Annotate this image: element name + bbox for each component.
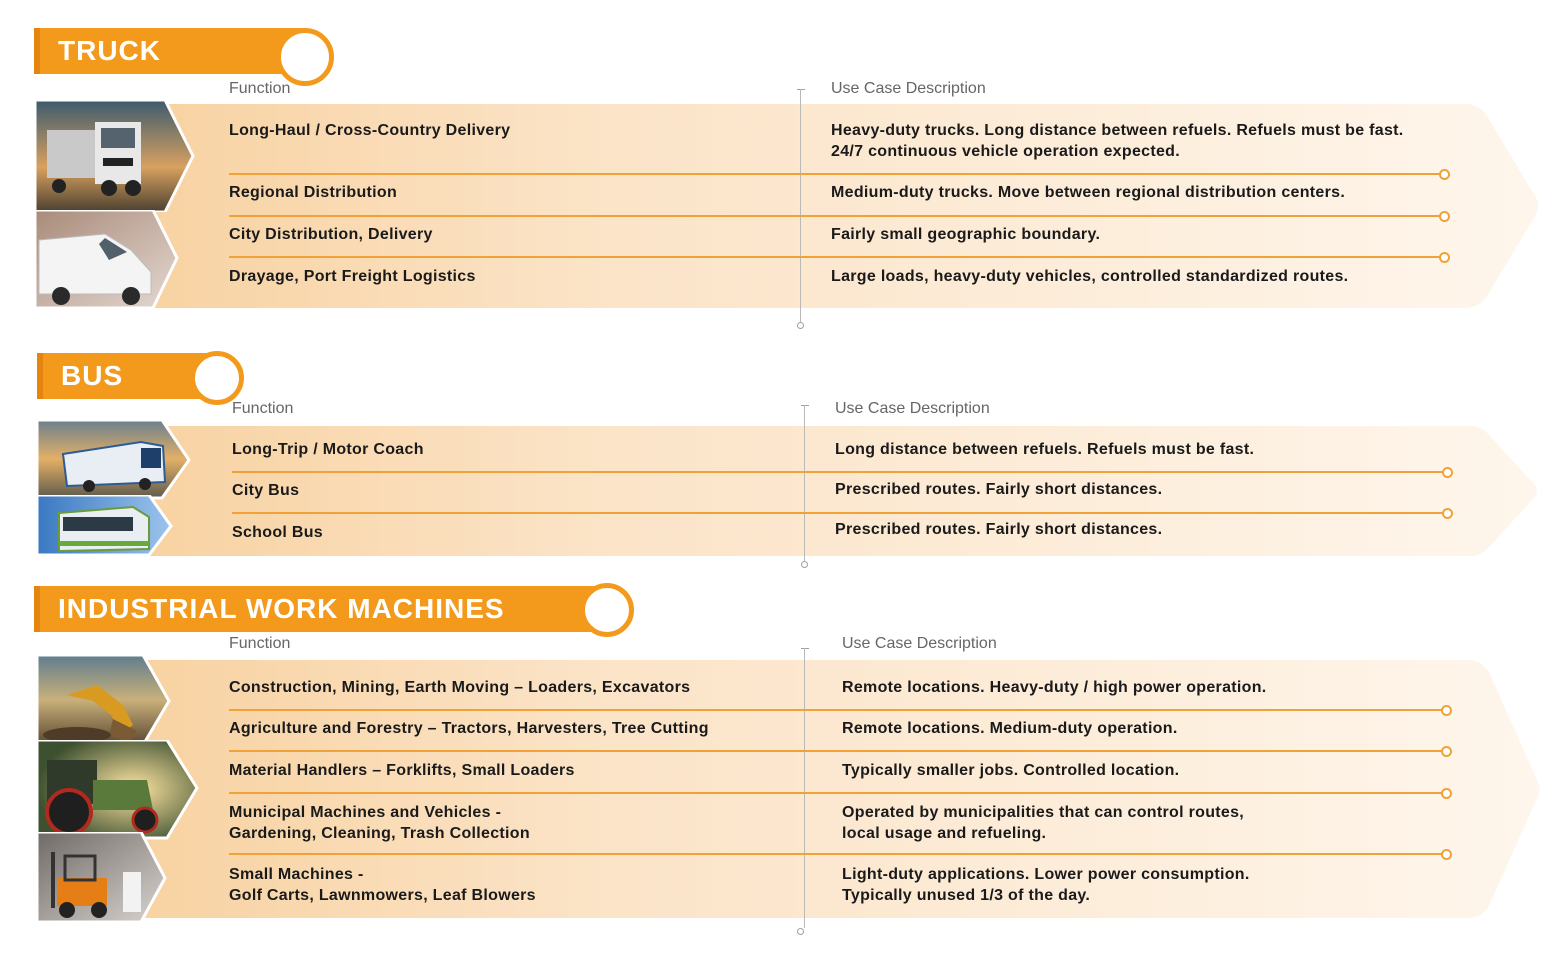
truck-photo <box>35 100 185 212</box>
row-separator-dot <box>1441 788 1452 799</box>
description-header: Use Case Description <box>835 400 990 417</box>
description-cell: Prescribed routes. Fairly short distances. <box>835 481 1163 498</box>
function-cell: Agriculture and Forestry – Tractors, Harvesters, Tree Cutting <box>229 720 709 737</box>
function-cell: Long-Trip / Motor Coach <box>232 441 424 458</box>
tab-circle-icon <box>276 28 334 86</box>
row-separator <box>229 750 1443 752</box>
row-separator-dot <box>1442 508 1453 519</box>
function-cell: City Bus <box>232 482 300 499</box>
row-separator <box>232 471 1444 473</box>
city-bus-photo <box>37 495 187 557</box>
row-separator-dot <box>1439 211 1450 222</box>
row-separator <box>229 792 1443 794</box>
function-cell: Municipal Machines and Vehicles - Gardening, Cleaning, Trash Collection <box>229 804 530 842</box>
row-separator-dot <box>1439 169 1450 180</box>
description-cell: Large loads, heavy-duty vehicles, controlled standardized routes. <box>831 268 1349 285</box>
function-header: Function <box>232 400 294 417</box>
description-cell: Remote locations. Medium-duty operation. <box>842 720 1178 737</box>
divider-top-tick <box>797 89 805 90</box>
function-cell: Construction, Mining, Earth Moving – Loaders, Excavators <box>229 679 691 696</box>
row-separator-dot <box>1441 705 1452 716</box>
function-header: Function <box>229 635 291 652</box>
excavator-photo <box>37 655 187 747</box>
function-cell: Drayage, Port Freight Logistics <box>229 268 476 285</box>
description-header: Use Case Description <box>831 80 986 97</box>
description-header: Use Case Description <box>842 635 997 652</box>
forklift-photo <box>37 832 187 924</box>
divider-end-dot <box>801 561 808 568</box>
row-separator-dot <box>1439 252 1450 263</box>
column-divider <box>800 89 801 322</box>
column-divider <box>804 405 805 561</box>
tractor-photo <box>37 740 187 840</box>
row-separator-dot <box>1441 746 1452 757</box>
row-separator <box>229 173 1441 175</box>
row-separator <box>229 215 1441 217</box>
description-cell: Remote locations. Heavy-duty / high power operation. <box>842 679 1267 696</box>
description-cell: Typically smaller jobs. Controlled location. <box>842 762 1180 779</box>
description-cell: Light-duty applications. Lower power consumption. Typically unused 1/3 of the day. <box>842 866 1250 904</box>
row-separator <box>229 256 1441 258</box>
description-cell: Operated by municipalities that can control routes, local usage and refueling. <box>842 804 1245 842</box>
industrial-section-tab <box>34 586 604 632</box>
row-separator-dot <box>1441 849 1452 860</box>
description-cell: Medium-duty trucks. Move between regional distribution centers. <box>831 184 1346 201</box>
coach-bus-photo <box>37 420 187 500</box>
section-title: BUS <box>61 360 124 391</box>
divider-top-tick <box>801 648 809 649</box>
function-cell: Small Machines - Golf Carts, Lawnmowers, Leaf Blowers <box>229 866 536 904</box>
function-cell: School Bus <box>232 524 324 541</box>
function-cell: City Distribution, Delivery <box>229 226 433 243</box>
description-cell: Prescribed routes. Fairly short distances. <box>835 521 1163 538</box>
function-header: Function <box>229 80 291 97</box>
section-title: INDUSTRIAL WORK MACHINES <box>58 593 505 624</box>
row-separator <box>229 853 1443 855</box>
van-photo <box>35 210 185 310</box>
row-separator <box>232 512 1444 514</box>
divider-end-dot <box>797 322 804 329</box>
function-cell: Material Handlers – Forklifts, Small Loaders <box>229 762 575 779</box>
tab-circle-icon <box>190 351 244 405</box>
function-cell: Long-Haul / Cross-Country Delivery <box>229 122 511 139</box>
row-separator <box>229 709 1443 711</box>
row-separator-dot <box>1442 467 1453 478</box>
section-title: TRUCK <box>58 35 161 66</box>
divider-top-tick <box>801 405 809 406</box>
column-divider <box>804 648 805 928</box>
truck-section-tab <box>34 28 304 74</box>
description-cell: Long distance between refuels. Refuels must be fast. <box>835 441 1255 458</box>
tab-circle-icon <box>580 583 634 637</box>
description-cell: Heavy-duty trucks. Long distance between refuels. Refuels must be fast. 24/7 continuous vehicle operation expected. <box>831 122 1404 160</box>
divider-end-dot <box>797 928 804 935</box>
function-cell: Regional Distribution <box>229 184 398 201</box>
description-cell: Fairly small geographic boundary. <box>831 226 1101 243</box>
